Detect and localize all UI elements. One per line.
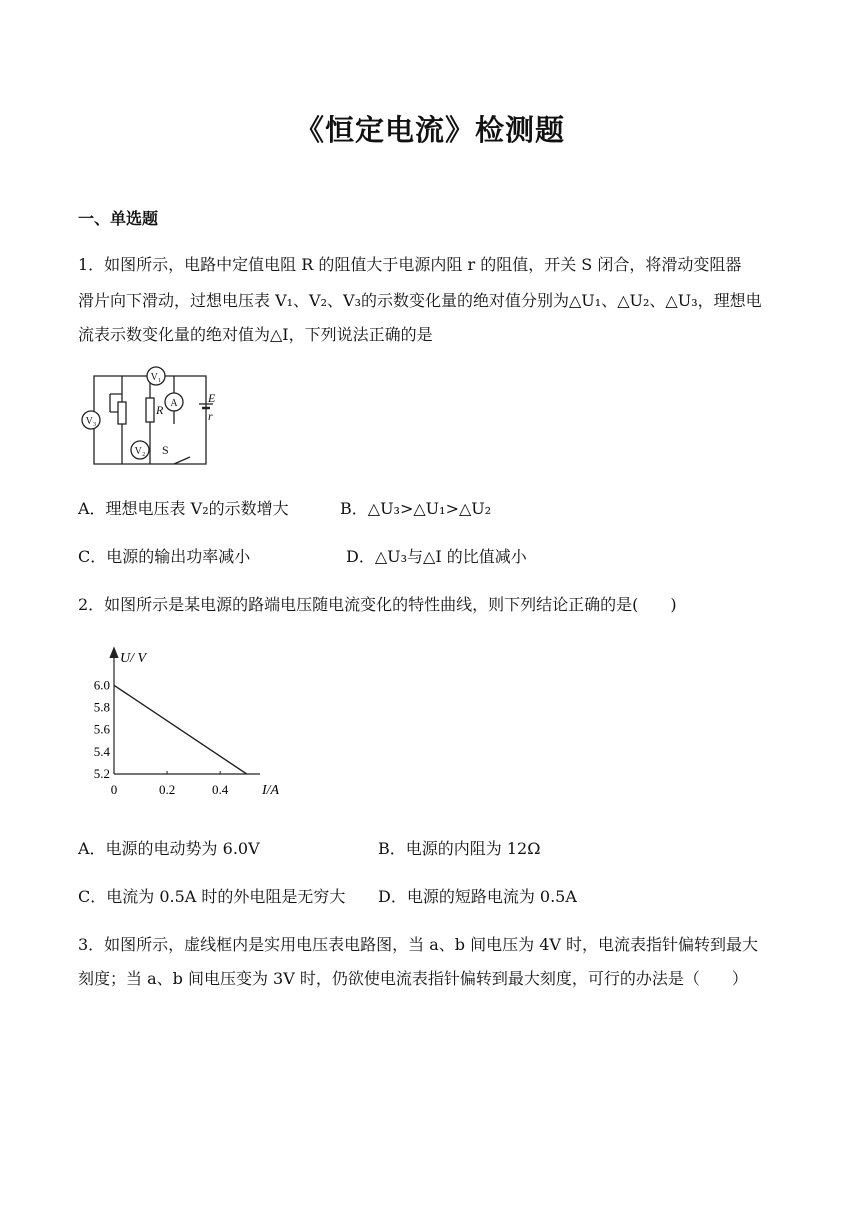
y-tick-label: 6.0 [93,677,110,693]
q1-option-d: D．△U₃与△I 的比值减小 [346,547,527,566]
v3-label: V₃ [85,416,97,427]
q2-option-c: C．电流为 0.5A 时的外电阻是无穷大 [78,887,346,906]
x-tick-label: 0.2 [158,782,176,797]
q1-option-a: A．理想电压表 V₂的示数增大 [78,499,289,518]
ammeter-label: A [170,398,178,409]
y-tick-label: 5.2 [93,766,110,781]
v2-label: V₂ [134,446,146,457]
x-tick-label: 0 [110,782,118,797]
internal-r-label: r [208,409,213,423]
page-title: 《恒定电流》检测题 [294,113,565,147]
q3-line1: 3．如图所示，虚线框内是实用电压表电路图，当 a、b 间电压为 4V 时，电流表指针偏转到最大 [78,935,759,954]
u-i-chart [80,640,300,800]
q1-line3: 流表示数变化量的绝对值为△I，下列说法正确的是 [78,325,433,344]
v1-label: V₁ [150,372,162,383]
q2-text: 2．如图所示是某电源的路端电压随电流变化的特性曲线，则下列结论正确的是( ) [78,595,677,614]
circuit-diagram [78,364,220,470]
y-axis-label: U/ V [120,651,147,666]
q1-option-c: C．电源的输出功率减小 [78,547,251,566]
q2-option-d: D．电源的短路电流为 0.5A [378,887,577,906]
emf-label: E [208,391,216,405]
y-tick-label: 5.8 [93,699,110,715]
series-line [114,685,247,774]
x-tick-label: 0.4 [212,782,229,797]
q1-line1: 1．如图所示，电路中定值电阻 R 的阻值大于电源内阻 r 的阻值，开关 S 闭合，将滑动变阻器 [78,255,742,274]
resistor-label: R [156,403,164,417]
switch-label: S [162,443,169,457]
q3-line2: 刻度；当 a、b 间电压变为 3V 时，仍欲使电流表指针偏转到最大刻度，可行的办法是（ ） [78,969,748,988]
section-title: 一、单选题 [78,209,159,228]
q1-line2: 滑片向下滑动，过想电压表 V₁、V₂、V₃的示数变化量的绝对值分别为△U₁、△U₂、△U₃，理想电 [78,291,762,310]
q2-option-a: A．电源的电动势为 6.0V [78,839,260,858]
y-tick-label: 5.4 [93,743,110,759]
q2-option-b: B．电源的内阻为 12Ω [378,839,541,858]
q1-option-b: B．△U₃>△U₁>△U₂ [340,499,492,518]
y-tick-label: 5.6 [93,721,110,737]
x-axis-label: I/A [262,783,280,798]
